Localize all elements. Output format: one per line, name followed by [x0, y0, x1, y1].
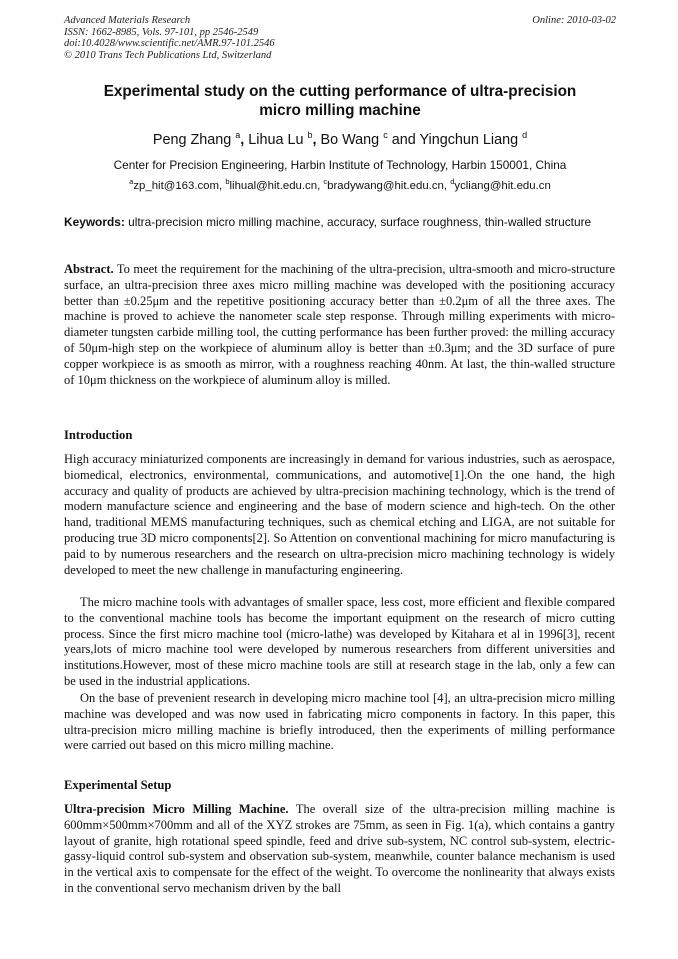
journal-header [64, 15, 616, 61]
journal-copyright: © 2010 Trans Tech Publications Ltd, Switzerland [64, 49, 272, 61]
abstract [64, 262, 615, 388]
author-name: Peng Zhang [152, 132, 232, 148]
author-name: Bo Wang [320, 132, 380, 148]
email-marker: c [323, 177, 328, 186]
paper-title [64, 82, 616, 120]
author-marker: a [235, 130, 241, 140]
keywords [64, 214, 615, 230]
intro-paragraph-3: On the base of prevenient research in developing micro machine tool [4], an ultra-precision micro milling machine was developed and was now used in fabricating micro components in factory. In this paper, this ultra-precision micro milling machine is briefly introduced, then the experiments of milling performance were carried out based on this micro milling machine. [64, 691, 615, 753]
email-link[interactable]: zp_hit@163.com, [133, 180, 223, 192]
journal-doi: doi:10.4028/www.scientific.net/AMR.97-101.2546 [64, 38, 275, 50]
email-marker: a [129, 177, 134, 186]
author-marker: d [522, 130, 528, 140]
title-line-2: micro milling machine [259, 102, 421, 119]
setup-text: The overall size of the ultra-precision milling machine is 600mm×500mm×700mm and all of the XYZ strokes are 75mm, as seen in Fig. 1(a), which contains a gantry layout of granite, high rotational speed spindle, feed and drive sub-system, NC control sub-system, electric-gassy-liquid control sub-system and observation sub-system, meanwhile, counter balance mechanism is used in the vertical axis to compensate for the effect of the weight. To overcome the nonlinearity that always exists in the conventional servo mechanism driven by the ball [64, 802, 616, 895]
email-marker: b [225, 177, 230, 186]
author-marker: b [307, 130, 313, 140]
intro-paragraph-2: The micro machine tools with advantages of smaller space, less cost, more efficient and flexible compared to the conventional machine tools has become the important equipment on the research of micro cutting process. Since the first micro machine tool (micro-lathe) was developed by Kitahara et al in 1996[3], recent years,lots of micro machine tool were developed by numerous researchers from different universities and institutions.However, most of these micro machine tools are still at research stage in the lab, only a few can be used in the industrial applications. [64, 595, 615, 688]
email-marker: d [450, 177, 455, 186]
online-date: Online: 2010-03-02 [532, 15, 616, 26]
section-heading-experimental-setup: Experimental Setup [64, 778, 172, 792]
affiliation: Center for Precision Engineering, Harbin Institute of Technology, Harbin 150001, China [113, 158, 567, 172]
author-marker: c [383, 130, 388, 140]
author-name: Lihua Lu [248, 132, 304, 148]
subsection-lead: Ultra-precision Micro Milling Machine. [64, 802, 289, 816]
abstract-label: Abstract. [64, 262, 114, 276]
keywords-text: ultra-precision micro milling machine, accuracy, surface roughness, thin-walled structure [128, 215, 592, 229]
journal-name: Advanced Materials Research [64, 15, 191, 26]
abstract-text: To meet the requirement for the machining of the ultra-precision, ultra-smooth and micro-structure surface, an ultra-precision three axes micro milling machine was developed with the positioning accuracy better than ±0.25μm and the repetitive positioning accuracy better than ±0.2μm of all the three axes. The machine is proved to achieve the nanometer scale step response. Through milling experiments with micro-diameter tungsten carbide milling tool, the cutting performance has been further proved: the milling accuracy of 50μm-high step on the workpiece of aluminum alloy is better than ±0.3μm; and the 3D surface of pure copper workpiece is as smooth as mirror, with a roughness reaching 40nm. At last, the thin-walled structure of 10μm thickness on the workpiece of aluminum alloy is milled. [64, 262, 615, 387]
author-list: Peng Zhang $^a$, Lihua Lu $^b$, Bo Wang $^c$ and Yingchun Liang $^d$ [152, 130, 528, 148]
setup-paragraph [64, 802, 615, 897]
intro-paragraph-1: High accuracy miniaturized components are increasingly in demand for various industries, such as aerospace, biomedical, electronics, environmental, communications, and automotive[1].On the one hand, the high accuracy and quality of products are achieved by ultra-precision machining technology, which is the trend of modern manufacture science and engineering and the base of modern science and high-tech. On the other hand, traditional MEMS manufacturing techniques, such as chemical etching and LIGA, are not suitable for producing true 3D micro components[2]. So Attention on conventional machining for micro manufacturing is paid to by numerous researchers and the research on ultra-precision micro machining technology is widely developed to meet the new challenge in manufacturing engineering. [64, 452, 615, 577]
section-heading-introduction: Introduction [64, 428, 133, 442]
keywords-label: Keywords: [64, 215, 125, 229]
email-link[interactable]: ycliang@hit.edu.cn [454, 180, 551, 192]
author-conjunction: and [391, 132, 416, 148]
email-link[interactable]: bradywang@hit.edu.cn, [327, 180, 448, 192]
email-link[interactable]: lihual@hit.edu.cn, [229, 180, 321, 192]
author-name: Yingchun Liang [419, 132, 519, 148]
author-emails [64, 179, 616, 193]
journal-issn: ISSN: 1662-8985, Vols. 97-101, pp 2546-2549 [64, 26, 259, 38]
title-line-1: Experimental study on the cutting performance of ultra-precision [103, 83, 577, 100]
